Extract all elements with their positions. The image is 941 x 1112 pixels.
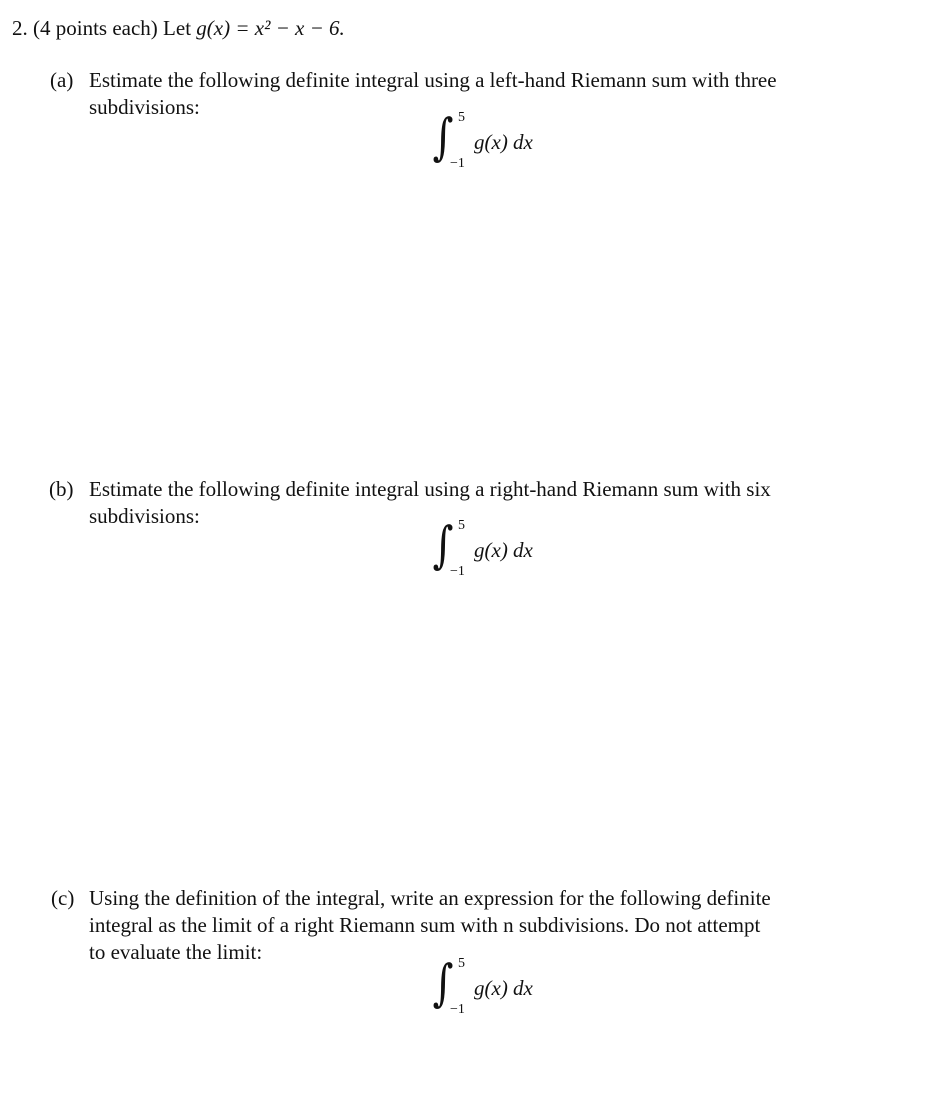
upper-limit: 5 (458, 518, 465, 533)
lower-limit: −1 (450, 156, 465, 171)
upper-limit: 5 (458, 110, 465, 125)
lower-limit: −1 (450, 564, 465, 579)
part-text-line: subdivisions: (89, 504, 200, 528)
part-label: (a) (50, 68, 74, 92)
part-text-line: Estimate the following definite integral using a right-hand Riemann sum with six (89, 477, 771, 501)
integral-expression (430, 108, 590, 176)
integral-expression (430, 516, 590, 584)
part-text-line: Estimate the following definite integral using a left-hand Riemann sum with three (89, 68, 777, 92)
part-label: (c) (51, 886, 75, 910)
integrand: g(x) dx (474, 976, 533, 1000)
integral-sign-icon: ∫ (432, 954, 454, 1012)
upper-limit: 5 (458, 956, 465, 971)
lower-limit: −1 (450, 1002, 465, 1017)
part-text-line: Using the definition of the integral, write an expression for the following definite (89, 886, 771, 910)
integrand: g(x) dx (474, 538, 533, 562)
integrand: g(x) dx (474, 130, 533, 154)
problem-number: 2. (12, 16, 28, 40)
integral-expression (430, 954, 590, 1022)
part-text-line: subdivisions: (89, 95, 200, 119)
problem-header-text: (4 points each) Let (33, 16, 197, 40)
part-text-line: integral as the limit of a right Riemann sum with n subdivisions. Do not attempt (89, 913, 761, 937)
part-label: (b) (49, 477, 74, 501)
problem-header (12, 15, 345, 42)
integral-sign-icon: ∫ (432, 108, 454, 166)
part-text-line: to evaluate the limit: (89, 940, 263, 964)
integral-sign-icon: ∫ (432, 516, 454, 574)
function-definition: g(x) = x² − x − 6. (196, 16, 345, 40)
